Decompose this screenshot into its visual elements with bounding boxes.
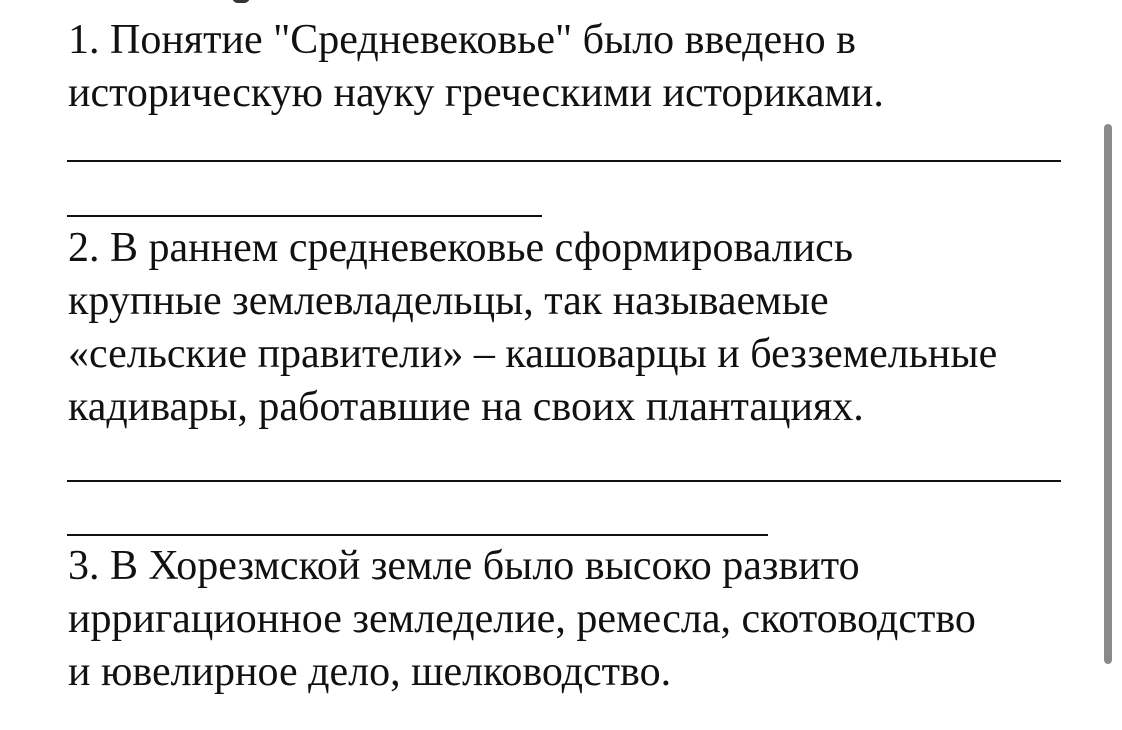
question-1-line-1: 1. Понятие "Средневековье" было введено в xyxy=(68,17,856,63)
question-1-line-2: историческую науку греческими историками. xyxy=(68,70,884,116)
question-2-line-1: 2. В раннем средневековье сформировались xyxy=(68,225,853,271)
question-3-line-2: ирригационное земледелие, ремесла, скотоводство xyxy=(68,596,976,642)
answer-line-1a[interactable] xyxy=(67,160,1061,162)
answer-line-2b[interactable] xyxy=(67,534,768,536)
question-2-line-3: «сельские правители» – кашоварцы и безземельные xyxy=(68,331,998,377)
vertical-scrollbar[interactable] xyxy=(1104,124,1112,664)
question-1 xyxy=(68,14,1078,120)
question-2-line-4: кадивары, работавшие на своих плантациях. xyxy=(68,384,864,430)
question-3-line-1: 3. В Хорезмской земле было высоко развито xyxy=(68,543,860,589)
question-2-line-2: крупные землевладельцы, так называемые xyxy=(68,278,829,324)
answer-line-1b[interactable] xyxy=(67,215,542,217)
question-2 xyxy=(68,222,1078,434)
answer-line-2a[interactable] xyxy=(67,480,1061,482)
question-3-line-3: и ювелирное дело, шелководство. xyxy=(68,649,672,695)
cropped-text-fragment xyxy=(232,0,250,3)
question-3 xyxy=(68,540,1078,699)
